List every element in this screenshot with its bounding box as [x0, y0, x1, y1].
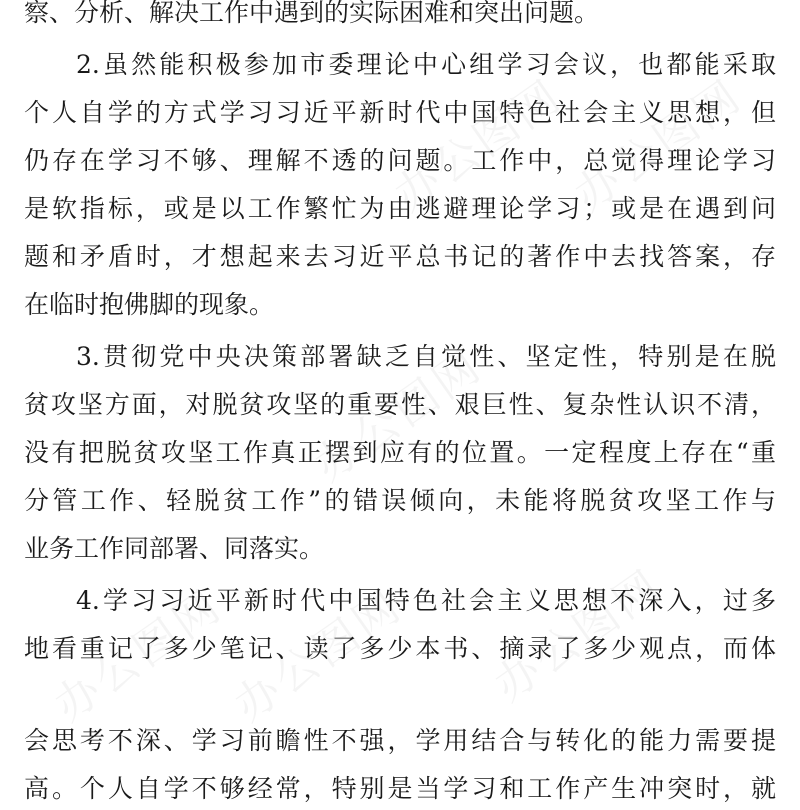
paragraph-line: 没有把脱贫攻坚工作真正摆到应有的位置。一定程度上存在“重	[24, 438, 776, 467]
paragraph-line: 贫攻坚方面，对脱贫攻坚的重要性、艰巨性、复杂性认识不清，	[24, 390, 776, 419]
watermark: 办公图网	[385, 69, 572, 222]
watermark: 办公图网	[225, 579, 412, 732]
paragraph-line: 题和矛盾时，才想起来去习近平总书记的著作中去找答案，存	[24, 242, 776, 271]
watermark: 办公图网	[565, 69, 752, 222]
watermark: 办公图网	[305, 339, 492, 492]
paragraph-line: 地看重记了多少笔记、读了多少本书、摘录了多少观点，而体	[24, 634, 776, 663]
paragraph-line: 业务工作同部署、同落实。	[24, 534, 325, 563]
paragraph-line: 仍存在学习不够、理解不透的问题。工作中，总觉得理论学习	[24, 146, 776, 175]
paragraph-line: 会思考不深、学习前瞻性不强，学用结合与转化的能力需要提	[24, 726, 776, 755]
paragraph-line: 2.虽然能积极参加市委理论中心组学习会议，也都能采取	[76, 50, 776, 79]
paragraph-line: 在临时抱佛脚的现象。	[24, 290, 275, 319]
paragraph-line: 是软指标，或是以工作繁忙为由逃避理论学习；或是在遇到问	[24, 194, 776, 223]
watermark: 办公图网	[485, 559, 672, 712]
paragraph-line: 高。个人自学不够经常，特别是当学习和工作产生冲突时，就	[24, 774, 776, 803]
paragraph-line: 3.贯彻党中央决策部署缺乏自觉性、坚定性，特别是在脱	[76, 342, 776, 371]
paragraph-line: 分管工作、轻脱贫工作”的错误倾向，未能将脱贫攻坚工作与	[24, 486, 776, 515]
paragraph-line: 个人自学的方式学习习近平新时代中国特色社会主义思想，但	[24, 98, 776, 127]
watermark: 办公图网	[45, 579, 232, 732]
paragraph-line: 4.学习习近平新时代中国特色社会主义思想不深入，过多	[76, 586, 776, 615]
paragraph-line: 察、分析、解决工作中遇到的实际困难和突出问题。	[24, 0, 600, 27]
